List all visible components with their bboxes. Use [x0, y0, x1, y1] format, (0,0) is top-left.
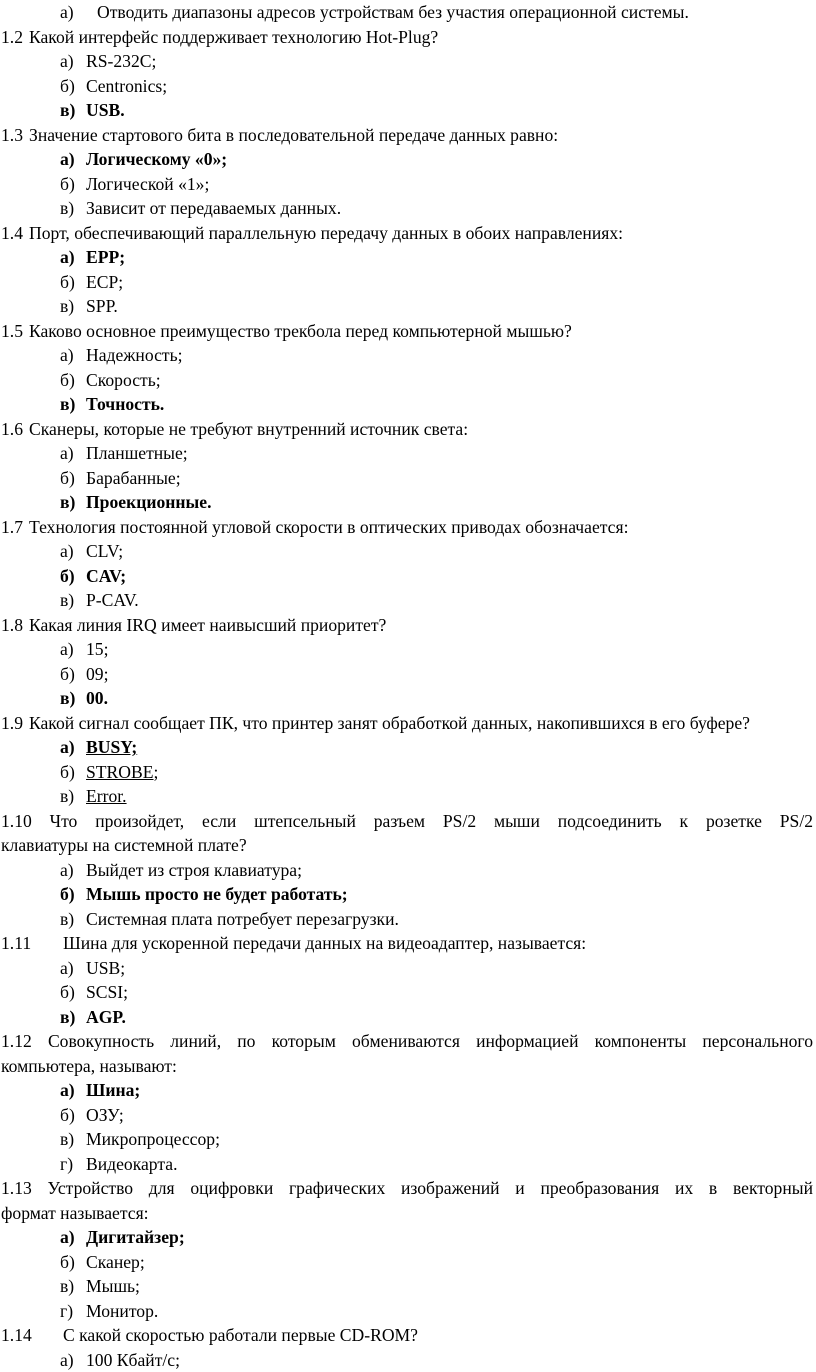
option-text: RS-232C;: [86, 51, 156, 71]
option-letter: г): [60, 1152, 86, 1177]
question-continuation: формат называется:: [0, 1201, 816, 1226]
answer-option: [0, 147, 816, 172]
answer-option: [0, 735, 816, 760]
answer-option: [0, 368, 816, 393]
option-text: Отводить диапазоны адресов устройствам без участия операционной системы.: [97, 2, 689, 22]
option-letter: в): [60, 294, 86, 319]
option-text: Centronics;: [86, 76, 167, 96]
question-line: [0, 1323, 813, 1348]
option-text: Монитор.: [86, 1301, 158, 1321]
option-letter: в): [60, 686, 86, 711]
question-number: 1.3: [1, 123, 23, 148]
option-letter: б): [60, 662, 86, 687]
question-number: 1.4: [1, 221, 23, 246]
option-letter: а): [60, 1225, 86, 1250]
option-letter: б): [60, 368, 86, 393]
option-letter: а): [60, 49, 86, 74]
answer-option: [0, 98, 816, 123]
answer-option: [0, 441, 816, 466]
option-letter: в): [60, 784, 86, 809]
option-letter: б): [60, 466, 86, 491]
question-line: [0, 1029, 813, 1054]
option-letter: а): [60, 637, 86, 662]
option-letter: а): [60, 441, 86, 466]
question-line: [0, 515, 813, 540]
option-text: USB.: [86, 100, 125, 120]
answer-option: [0, 539, 816, 564]
option-text: 15;: [86, 639, 108, 659]
answer-option: [0, 858, 816, 883]
question-continuation: компьютера, называют:: [0, 1054, 816, 1079]
option-text: BUSY;: [86, 737, 137, 757]
question-line: [0, 417, 813, 442]
question-text: С какой скоростью работали первые CD-ROM?: [63, 1325, 418, 1345]
option-text: Точность.: [86, 394, 164, 414]
answer-option: [0, 490, 816, 515]
option-text: 100 Кбайт/с;: [86, 1350, 180, 1370]
option-letter: в): [60, 588, 86, 613]
question-number: 1.9: [1, 711, 23, 736]
option-letter: а): [60, 0, 97, 25]
answer-option: [0, 196, 816, 221]
answer-option: [0, 956, 816, 981]
answer-option: [0, 172, 816, 197]
option-letter: г): [60, 1299, 86, 1324]
answer-option: [0, 1103, 816, 1128]
option-text: Логическому «0»;: [86, 149, 227, 169]
option-letter: б): [60, 1103, 86, 1128]
question-text: Что произойдет, если штепсельный разъем PS/2 мыши подсоединить к розетке PS/2: [50, 811, 813, 831]
answer-option: [0, 294, 816, 319]
question-number: 1.12: [1, 1029, 32, 1054]
option-text: Планшетные;: [86, 443, 188, 463]
answer-option: [0, 588, 816, 613]
answer-option: [0, 49, 816, 74]
option-letter: а): [60, 858, 86, 883]
option-letter: в): [60, 1005, 86, 1030]
option-letter: в): [60, 392, 86, 417]
question-text: Шина для ускоренной передачи данных на видеоадаптер, называется:: [63, 933, 586, 953]
question-text: Сканеры, которые не требуют внутренний источник света:: [29, 419, 468, 439]
question-text: Совокупность линий, по которым обмениваются информацией компоненты персонального: [48, 1031, 813, 1051]
option-text: USB;: [86, 958, 125, 978]
answer-option: [0, 245, 816, 270]
question-text: Каково основное преимущество трекбола перед компьютерной мышью?: [29, 321, 572, 341]
option-text: Надежность;: [86, 345, 183, 365]
question-text: Устройство для оцифровки графических изображений и преобразования их в векторный: [48, 1178, 813, 1198]
option-letter: в): [60, 907, 86, 932]
option-text: Шина;: [86, 1080, 140, 1100]
option-text: AGP.: [86, 1007, 126, 1027]
answer-option: [0, 1250, 816, 1275]
answer-option: [0, 686, 816, 711]
answer-option: [0, 1078, 816, 1103]
answer-option: [0, 1274, 816, 1299]
answer-option: [0, 1127, 816, 1152]
question-text: Значение стартового бита в последовательной передаче данных равно:: [29, 125, 558, 145]
question-continuation: клавиатуры на системной плате?: [0, 833, 816, 858]
question-line: [0, 319, 813, 344]
question-line: [0, 1176, 813, 1201]
option-text: Проекционные.: [86, 492, 212, 512]
option-letter: б): [60, 172, 86, 197]
option-text: Зависит от передаваемых данных.: [86, 198, 341, 218]
option-letter: а): [60, 956, 86, 981]
option-text: Системная плата потребует перезагрузки.: [86, 909, 399, 929]
option-letter: в): [60, 1274, 86, 1299]
option-text: Мышь;: [86, 1276, 140, 1296]
answer-option: [0, 0, 816, 25]
answer-option: [0, 564, 816, 589]
option-text: SCSI;: [86, 982, 128, 1002]
option-text: ОЗУ;: [86, 1105, 124, 1125]
answer-option: [0, 1299, 816, 1324]
option-text: 09;: [86, 664, 108, 684]
option-text: Мышь просто не будет работать;: [86, 884, 348, 904]
answer-option: [0, 1005, 816, 1030]
option-letter: б): [60, 1250, 86, 1275]
option-letter: б): [60, 270, 86, 295]
question-number: 1.2: [1, 25, 23, 50]
option-letter: б): [60, 74, 86, 99]
option-text: Барабанные;: [86, 468, 181, 488]
answer-option: [0, 980, 816, 1005]
option-text: Сканер;: [86, 1252, 145, 1272]
answer-option: [0, 882, 816, 907]
option-text: P-CAV.: [86, 590, 139, 610]
option-text: ECP;: [86, 272, 123, 292]
option-text: STROBE;: [86, 762, 158, 782]
question-line: [0, 809, 813, 834]
option-text: Выйдет из строя клавиатура;: [86, 860, 302, 880]
option-letter: в): [60, 1127, 86, 1152]
option-text: SPP.: [86, 296, 118, 316]
question-line: [0, 931, 813, 956]
answer-option: [0, 760, 816, 785]
question-number: 1.10: [1, 809, 32, 834]
answer-option: [0, 392, 816, 417]
answer-option: [0, 784, 816, 809]
answer-option: [0, 1152, 816, 1177]
question-number: 1.8: [1, 613, 23, 638]
option-text: Скорость;: [86, 370, 161, 390]
option-letter: б): [60, 760, 86, 785]
question-line: [0, 25, 813, 50]
answer-option: [0, 343, 816, 368]
question-number: 1.5: [1, 319, 23, 344]
question-line: [0, 613, 813, 638]
answer-option: [0, 270, 816, 295]
option-text: CAV;: [86, 566, 126, 586]
option-letter: в): [60, 196, 86, 221]
option-letter: в): [60, 98, 86, 123]
option-text: CLV;: [86, 541, 123, 561]
question-number: 1.13: [1, 1176, 32, 1201]
question-text: Технология постоянной угловой скорости в оптических приводах обозначается:: [29, 517, 628, 537]
option-text: Видеокарта.: [86, 1154, 177, 1174]
option-letter: а): [60, 1078, 86, 1103]
question-text: Какой интерфейс поддерживает технологию Hot-Plug?: [29, 27, 438, 47]
option-letter: а): [60, 539, 86, 564]
question-line: [0, 221, 813, 246]
answer-option: [0, 637, 816, 662]
option-letter: а): [60, 147, 86, 172]
option-text: Логической «1»;: [86, 174, 209, 194]
answer-option: [0, 74, 816, 99]
answer-option: [0, 1348, 816, 1372]
question-text: Какой сигнал сообщает ПК, что принтер занят обработкой данных, накопившихся в его буфере?: [29, 713, 750, 733]
option-text: Error.: [86, 786, 127, 806]
option-text: 00.: [86, 688, 108, 708]
question-number: 1.7: [1, 515, 23, 540]
option-letter: в): [60, 490, 86, 515]
option-text: Дигитайзер;: [86, 1227, 185, 1247]
answer-option: [0, 466, 816, 491]
question-line: [0, 711, 813, 736]
option-text: EPP;: [86, 247, 125, 267]
option-letter: б): [60, 564, 86, 589]
option-letter: а): [60, 735, 86, 760]
question-text: Какая линия IRQ имеет наивысший приоритет?: [29, 615, 386, 635]
question-number: 1.6: [1, 417, 23, 442]
option-letter: б): [60, 980, 86, 1005]
question-line: [0, 123, 813, 148]
option-letter: а): [60, 245, 86, 270]
option-letter: б): [60, 882, 86, 907]
answer-option: [0, 662, 816, 687]
question-number: 1.11: [1, 931, 63, 956]
option-text: Микропроцессор;: [86, 1129, 220, 1149]
option-letter: а): [60, 1348, 86, 1372]
option-letter: а): [60, 343, 86, 368]
question-number: 1.14: [1, 1323, 63, 1348]
answer-option: [0, 1225, 816, 1250]
answer-option: [0, 907, 816, 932]
question-text: Порт, обеспечивающий параллельную передачу данных в обоих направлениях:: [29, 223, 623, 243]
